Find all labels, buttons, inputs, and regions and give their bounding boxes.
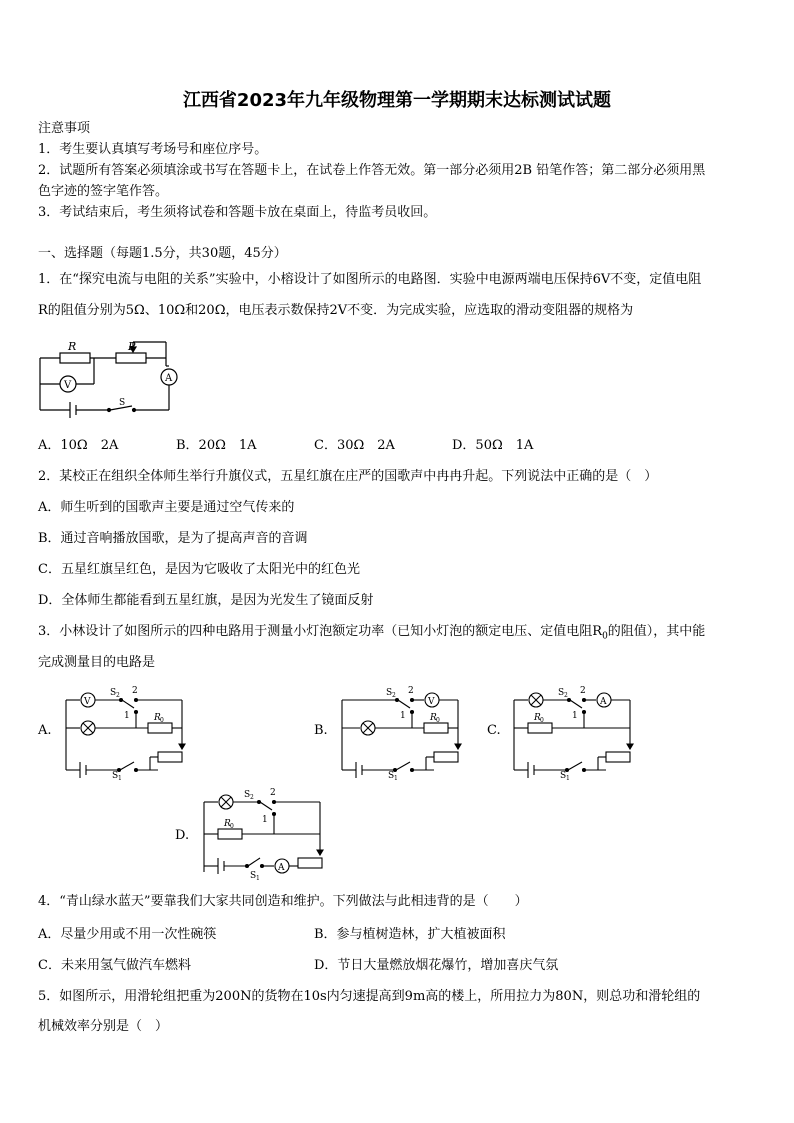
svg-text:2: 2 (408, 686, 414, 696)
question-1-line: R的阻值分别为5Ω、10Ω和20Ω，电压表示数保持2V不变．为完成实验，应选取的滑动变阻器的规格为 (38, 303, 634, 318)
switch-label: S (119, 398, 126, 408)
svg-text:1: 1 (262, 815, 268, 825)
svg-text:S: S (386, 688, 393, 698)
svg-text:R: R (430, 713, 437, 723)
svg-text:1: 1 (400, 711, 406, 721)
option-a: A．尽量少用或不用一次性碗筷 (38, 927, 217, 942)
diagram-c-label: C. (487, 723, 501, 738)
svg-text:1: 1 (124, 711, 130, 721)
option-a: A．10Ω 2A (38, 438, 119, 453)
svg-text:S: S (112, 771, 119, 781)
svg-text:1: 1 (118, 775, 122, 782)
option-c: C．五星红旗呈红色，是因为它吸收了太阳光中的红色光 (38, 562, 360, 577)
question-5-line: 5．如图所示，用滑轮组把重为200N的货物在10s内匀速提高到9m高的楼上，所用拉力为80N，则总功和滑轮组的 (38, 989, 701, 1004)
ammeter-label: A (165, 373, 173, 384)
svg-text:2: 2 (116, 692, 120, 699)
svg-text:0: 0 (160, 717, 164, 724)
page-title: 江西省2023年九年级物理第一学期期末达标测试试题 (182, 90, 612, 111)
option-c: C．未来用氢气做汽车燃料 (38, 958, 191, 973)
question-3-line: 完成测量目的电路是 (38, 655, 156, 670)
question-2-stem: 2．某校正在组织全体师生举行升旗仪式，五星红旗在庄严的国歌声中冉冉升起。下列说法中正确的是（ ） (38, 469, 658, 484)
svg-text:2: 2 (580, 686, 586, 696)
option-d: D．节日大量燃放烟花爆竹，增加喜庆气氛 (314, 958, 559, 973)
notice-item: 1．考生要认真填写考场号和座位序号。 (38, 142, 268, 157)
svg-text:2: 2 (392, 692, 396, 699)
notice-heading: 注意事项 (38, 121, 91, 136)
svg-text:R: R (534, 713, 541, 723)
svg-text:2: 2 (250, 794, 254, 801)
svg-text:S: S (558, 688, 565, 698)
diagram-b-label: B. (314, 723, 328, 738)
notice-item: 3．考试结束后，考生须将试卷和答题卡放在桌面上，待监考员收回。 (38, 205, 437, 220)
svg-text:S: S (388, 771, 395, 781)
option-a: A．师生听到的国歌声主要是通过空气传来的 (38, 500, 295, 515)
option-d: D．50Ω 1A (452, 438, 534, 453)
notice-item: 色字迹的签字笔作答。 (38, 184, 169, 199)
q3-circuit-c (508, 684, 638, 782)
slider-label: P (128, 340, 136, 353)
voltmeter-label: V (428, 697, 435, 707)
svg-text:0: 0 (540, 717, 544, 724)
svg-text:2: 2 (270, 788, 276, 798)
svg-text:0: 0 (230, 823, 234, 830)
q1-circuit-diagram (36, 334, 186, 414)
option-b: B．通过音响播放国歌，是为了提高声音的音调 (38, 531, 308, 546)
voltmeter-label: V (84, 697, 91, 707)
svg-text:0: 0 (436, 717, 440, 724)
svg-text:S: S (110, 688, 117, 698)
svg-text:1: 1 (394, 775, 398, 782)
option-c: C．30Ω 2A (314, 438, 395, 453)
ammeter-label: A (278, 863, 285, 873)
question-4-stem: 4．“青山绿水蓝天”要靠我们大家共同创造和维护。下列做法与此相违背的是（ ） (38, 894, 528, 909)
svg-text:S: S (244, 790, 251, 800)
svg-text:2: 2 (132, 686, 138, 696)
svg-text:R: R (224, 819, 231, 829)
question-1-line: 1．在“探究电流与电阻的关系”实验中，小榕设计了如图所示的电路图．实验中电源两端电压保持6V不变，定值电阻 (38, 272, 702, 287)
diagram-a-label: A. (38, 723, 52, 738)
voltmeter-label: V (64, 380, 72, 391)
question-5-line: 机械效率分别是（ ） (38, 1019, 169, 1034)
option-d: D．全体师生都能看到五星红旗，是因为光发生了镜面反射 (38, 593, 374, 608)
q3-circuit-d (198, 786, 328, 882)
svg-text:S: S (560, 771, 567, 781)
q3-circuit-a (60, 684, 190, 782)
option-b: B．参与植树造林，扩大植被面积 (314, 927, 506, 942)
notice-item: 2．试题所有答案必须填涂或书写在答题卡上，在试卷上作答无效。第一部分必须用2B 铅笔作答；第二部分必须用黑 (38, 163, 706, 178)
svg-text:1: 1 (566, 775, 570, 782)
svg-text:S: S (250, 871, 257, 881)
svg-text:R: R (154, 713, 161, 723)
svg-text:1: 1 (256, 875, 260, 882)
svg-text:2: 2 (564, 692, 568, 699)
question-3-line: 3．小林设计了如图所示的四种电路用于测量小灯泡额定功率（已知小灯泡的额定电压、定值电阻$R_0$的阻值），其中能 (38, 624, 706, 642)
section-heading: 一、选择题（每题1.5分，共30题，45分） (38, 246, 287, 261)
option-b: B．20Ω 1A (176, 438, 257, 453)
svg-text:1: 1 (572, 711, 578, 721)
resistor-label: R (68, 340, 77, 353)
diagram-d-label: D. (175, 828, 190, 843)
ammeter-label: A (600, 697, 607, 707)
q3-circuit-b (336, 684, 466, 782)
